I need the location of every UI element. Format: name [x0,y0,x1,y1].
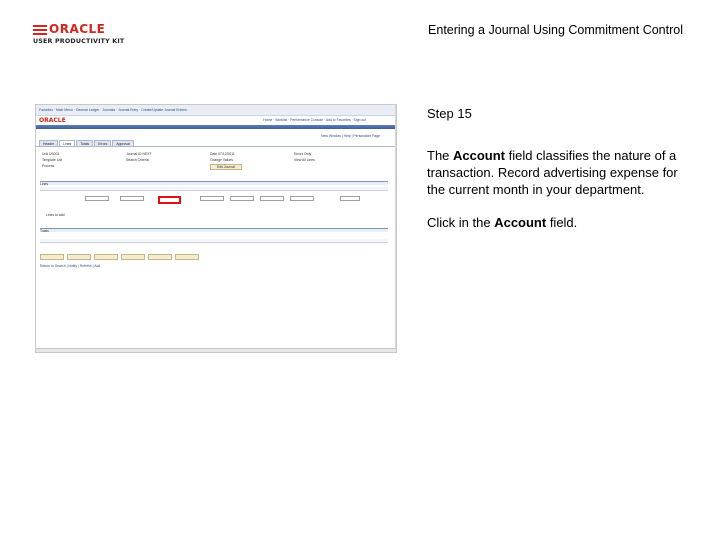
change-values-link[interactable]: Change Values [210,158,233,162]
action-field-name: Account [494,215,547,230]
errors-only-checkbox[interactable]: Errors Only [294,152,312,156]
desc-field-name: Account [453,148,506,163]
screenshot-new-window-links[interactable]: New Window | Help | Personalize Page [321,134,380,138]
logo-bar [33,29,47,31]
return-to-search-button[interactable] [67,254,91,260]
step-action [427,214,689,231]
refresh-button[interactable] [148,254,172,260]
dept-input[interactable] [230,196,254,201]
tab-approval[interactable]: Approval [112,140,133,146]
step-number: Step 15 [427,106,472,121]
previous-button[interactable] [94,254,118,260]
desc-text-post: field classifies the nature of a transaction. Record advertising expense for the current month in your department. [427,148,678,197]
tab-totals[interactable]: Totals [76,140,93,146]
totals-grid-bar [40,228,388,232]
screenshot-brand-bar [36,116,396,125]
lines-grid-bar [40,181,388,185]
page-title: Entering a Journal Using Commitment Control [428,23,683,37]
template-list-link[interactable]: Template List [42,158,62,162]
lines-grid-title: Lines [40,182,49,186]
process-label: Process [42,164,55,168]
tab-header[interactable]: Header [39,140,58,146]
ledger-input[interactable] [120,196,144,201]
logo-bar [33,33,47,35]
lines-to-add-label: Lines to add [46,213,65,217]
account-field[interactable] [158,196,181,204]
affiliate-input[interactable] [290,196,314,201]
table-row [40,243,388,250]
screenshot-blue-divider [36,125,396,129]
step-description [427,147,689,198]
vertical-scrollbar[interactable] [395,105,396,348]
tab-lines[interactable]: Lines [59,140,75,146]
unit-input[interactable] [85,196,109,201]
update-button[interactable] [175,254,199,260]
process-button[interactable]: Edit Journal [210,164,242,170]
screenshot-breadcrumb[interactable]: Favorites · Main Menu · General Ledger · Journals · Journal Entry · Create/Update Journal Entries [39,108,187,112]
tab-underline [36,146,396,147]
screenshot-toolbar [40,253,388,260]
lines-grid-header [40,187,388,191]
amount-input[interactable] [340,196,360,201]
journal-id-label: Journal ID NEXT [126,152,152,156]
unit-label: Unit US001 [42,152,60,156]
application-screenshot [35,104,397,353]
horizontal-scrollbar[interactable] [36,348,396,352]
alt-account-input[interactable] [200,196,224,201]
next-button[interactable] [121,254,145,260]
desc-text-pre: The [427,148,454,163]
table-row [40,195,388,202]
logo-bar [33,25,47,27]
screenshot-oracle-logo: ORACLE [39,117,66,124]
screenshot-header-links[interactable]: Home · Worklist · Performance Console · Add to Favorites · Sign out [263,118,366,122]
logo-subtitle: USER PRODUCTIVITY KIT [33,38,125,45]
product-input[interactable] [260,196,284,201]
view-all-lines-link[interactable]: View All Lines [294,158,315,162]
date-label: Date 07/12/2011 [210,152,235,156]
instruction-panel [427,105,689,231]
save-button[interactable] [40,254,64,260]
totals-grid-title: Totals [40,229,49,233]
search-criteria-link[interactable]: Search Criteria [126,158,149,162]
logo-word: ORACLE [49,22,106,36]
journal-header-form [42,152,372,172]
screenshot-footer-links[interactable]: Return to Search | Notify | Refresh | Add [40,264,101,268]
action-text-pre: Click in the [427,215,495,230]
action-text-post: field. [546,215,578,230]
screenshot-top-bar [36,105,396,116]
tab-errors[interactable]: Errors [94,140,111,146]
oracle-upk-logo [33,22,123,45]
